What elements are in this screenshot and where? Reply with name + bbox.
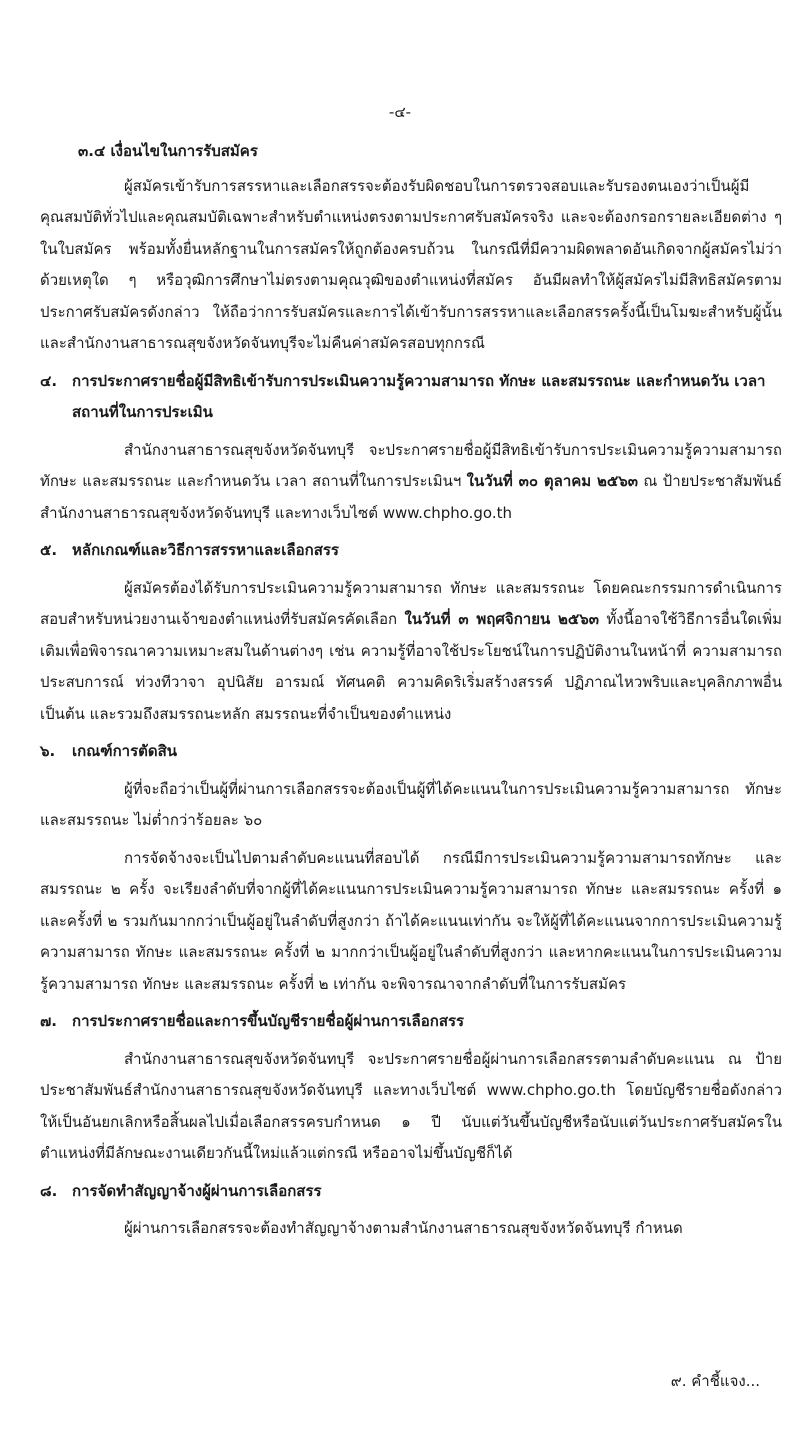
section-4-title: การประกาศรายชื่อผู้มีสิทธิเข้ารับการประเมินความรู้ความสามารถ ทักษะ และสมรรถนะ และกำหนดวัน เวลา สถานที่ในการประเมิน xyxy=(72,371,766,421)
section-7-heading xyxy=(40,1006,782,1038)
section-4-body-a: สำนักงานสาธารณสุขจังหวัดจันทบุรี จะประกาศรายชื่อผู้มีสิทธิเข้ารับการประเมินความรู้ความสามารถ ทักษะ และสมรรถนะ และกำหนดวัน เวลา สถานที่ในการประเมินฯ xyxy=(40,440,782,490)
section-4-date: ในวันที่ ๓๐ ตุลาคม ๒๕๖๓ xyxy=(466,472,639,490)
section-5-body-b: ทั้งนี้อาจใช้วิธีการอื่นใดเพิ่มเติมเพื่อพิจารณาความเหมาะสมในด้านต่างๆ เช่น ความรู้ที่อาจใช้ประโยชน์ในการปฏิบัติงานในหน้าที่ ความสามารถ ประสบการณ์ ท่วงทีวาจา อุปนิสัย อารมณ์ ทัศนคติ ความคิดริเริ่มสร้างสรรค์ ปฏิภาณไหวพริบและบุคลิกภาพอื่นเป็นต้น และรวมถึงสมรรถนะหลัก สมรรถนะที่จำเป็นของตำแหน่ง xyxy=(40,610,782,723)
section-5-heading xyxy=(40,535,782,567)
section-6-title: เกณฑ์การตัดสิน xyxy=(72,742,178,760)
page-number: -๔- xyxy=(388,103,412,121)
section-8-title: การจัดทำสัญญาจ้างผู้ผ่านการเลือกสรร xyxy=(72,1181,322,1200)
section-4-heading xyxy=(40,366,782,429)
continuation-footer: ๙. คำชี้แจง... xyxy=(670,1372,760,1390)
section-5-date: ในวันที่ ๓ พฤศจิกายน ๒๕๖๓ xyxy=(404,610,600,628)
section-6-body-2: การจัดจ้างจะเป็นไปตามลำดับคะแนนที่สอบได้ กรณีมีการประเมินความรู้ความสามารถทักษะ และสมรรถนะ ๒ ครั้ง จะเรียงลำดับที่จากผู้ที่ได้คะแนนการประเมินความรู้ความสามารถ ทักษะ และสมรรถนะ ครั้งที่ ๑ และครั้งที่ ๒ รวมกันมากกว่าเป็นผู้อยู่ในลำดับที่สูงกว่า ถ้าได้คะแนนเท่ากัน จะให้ผู้ที่ได้คะแนนจากการประเมินความรู้ความสามารถ ทักษะ และสมรรถนะ ครั้งที่ ๒ มากกว่าเป็นผู้อยู่ในลำดับที่สูงกว่า และหากคะแนนในการประเมินความรู้ความสามารถ ทักษะ และสมรรถนะ ครั้งที่ ๒ เท่ากัน จะพิจารณาจากลำดับที่ในการรับสมัคร xyxy=(40,848,782,993)
section-8-heading xyxy=(40,1176,782,1208)
document-body xyxy=(40,136,782,1251)
section-7-body: สำนักงานสาธารณสุขจังหวัดจันทบุรี จะประกาศรายชื่อผู้ผ่านการเลือกสรรตามลำดับคะแนน ณ ป้ายประชาสัมพันธ์สำนักงานสาธารณสุขจังหวัดจันทบุรี และทางเว็บไซต์ www.chpho.go.th โดยบัญชีรายชื่อดังกล่าวให้เป็นอันยกเลิกหรือสิ้นผลไปเมื่อเลือกสรรครบกำหนด ๑ ปี นับแต่วันขึ้นบัญชีหรือนับแต่วันประกาศรับสมัครในตำแหน่งที่มีลักษณะงานเดียวกันนี้ใหม่แล้วแต่กรณี หรืออาจไม่ขึ้นบัญชีก็ได้ xyxy=(40,1049,782,1162)
section-5-body xyxy=(40,573,782,731)
section-5-title: หลักเกณฑ์และวิธีการสรรหาและเลือกสรร xyxy=(72,541,339,559)
section-4-number: ๔. xyxy=(40,371,58,390)
section-5-body-a: ผู้สมัครต้องได้รับการประเมินความรู้ความสามารถ ทักษะ และสมรรถนะ โดยคณะกรรมการดำเนินการสอบสำหรับหน่วยงานเจ้าของตำแหน่งที่รับสมัครคัดเลือก xyxy=(40,578,782,628)
section-7-title: การประกาศรายชื่อและการขึ้นบัญชีรายชื่อผู้ผ่านการเลือกสรร xyxy=(72,1012,465,1030)
section-5-number: ๕. xyxy=(40,541,58,559)
section-4-body-b: ณ ป้ายประชาสัมพันธ์สำนักงานสาธารณสุขจังหวัดจันทบุรี และทางเว็บไซต์ www.chpho.go.th xyxy=(40,472,782,522)
section-3-4-heading: ๓.๔ เงื่อนไขในการรับสมัคร xyxy=(78,142,258,160)
section-6-number: ๖. xyxy=(40,742,56,760)
section-7-number: ๗. xyxy=(40,1012,57,1030)
section-8-body: ผู้ผ่านการเลือกสรรจะต้องทำสัญญาจ้างตามสำนักงานสาธารณสุขจังหวัดจันทบุรี กำหนด xyxy=(124,1219,683,1237)
section-6-heading xyxy=(40,736,782,768)
section-4-body xyxy=(40,435,782,530)
section-3-4-body: ผู้สมัครเข้ารับการสรรหาและเลือกสรรจะต้องรับผิดชอบในการตรวจสอบและรับรองตนเองว่าเป็นผู้มีคุณสมบัติทั่วไปและคุณสมบัติเฉพาะสำหรับตำแหน่งตรงตามประกาศรับสมัครจริง และจะต้องกรอกรายละเอียดต่าง ๆ ในใบสมัคร พร้อมทั้งยื่นหลักฐานในการสมัครให้ถูกต้องครบถ้วน ในกรณีที่มีความผิดพลาดอันเกิดจากผู้สมัครไม่ว่าด้วยเหตุใด ๆ หรือวุฒิการศึกษาไม่ตรงตามคุณวุฒิของตำแหน่งที่สมัคร อันมีผลทำให้ผู้สมัครไม่มีสิทธิสมัครตามประกาศรับสมัครดังกล่าว ให้ถือว่าการรับสมัครและการได้เข้ารับการสรรหาและเลือกสรรครั้งนี้เป็นโมฆะสำหรับผู้นั้น และสำนักงานสาธารณสุขจังหวัดจันทบุรีจะไม่คืนค่าสมัครสอบทุกกรณี xyxy=(40,176,782,352)
section-8-number: ๘. xyxy=(40,1181,58,1200)
section-6-body-1: ผู้ที่จะถือว่าเป็นผู้ที่ผ่านการเลือกสรรจะต้องเป็นผู้ที่ได้คะแนนในการประเมินความรู้ความสามารถ ทักษะ และสมรรถนะ ไม่ต่ำกว่าร้อยละ ๖๐ xyxy=(40,779,782,829)
